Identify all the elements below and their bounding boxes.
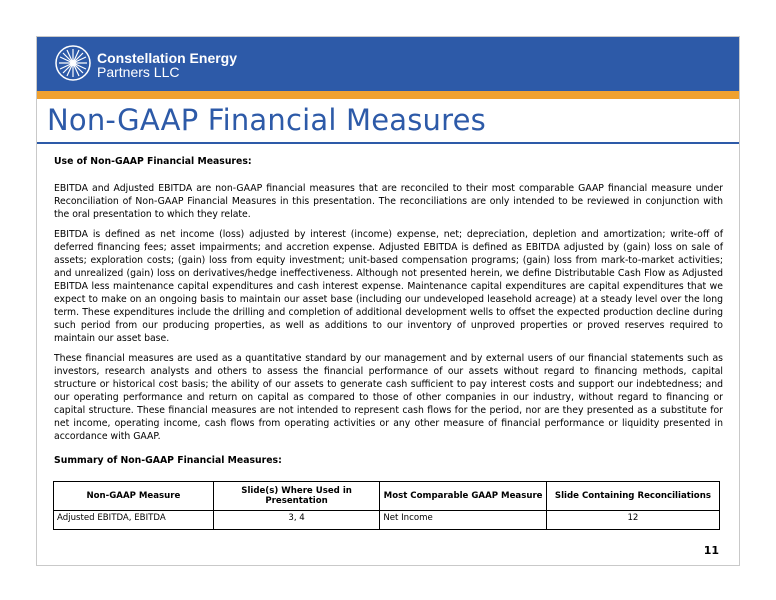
paragraph-intro: EBITDA and Adjusted EBITDA are non-GAAP financial measures that are reconciled to their most comparable GAAP financial measure under Reconciliation of Non-GAAP Financial Measures in this presentation. The reconciliations are only intended to be reviewed in conjunction with the oral presentation to which they relate. (54, 183, 723, 220)
company-logo (55, 45, 237, 85)
table-cell: 3, 4 (213, 511, 380, 530)
table-cell: Net Income (380, 511, 547, 530)
section-heading-use: Use of Non-GAAP Financial Measures: (54, 156, 252, 167)
table-row (54, 511, 720, 530)
table-cell: 12 (546, 511, 719, 530)
logo-name: Constellation Energy (97, 50, 238, 66)
logo-subname: Partners LLC (97, 64, 180, 80)
paragraph-usage: These financial measures are used as a quantitative standard by our management and by external users of our financial statements such as investors, research analysts and others to assess the financial performance of our assets without regard to financing methods, capital structure or historical cost basis; the ability of our assets to generate cash sufficient to pay interest costs and support our indebtedness; and our operating performance and return on capital as compared to those of other companies in our industry, without regard to financing or capital structure. These financial measures are not intended to represent cash flows for the period, nor are they presented as a substitute for net income, operating income, cash flows from operating activities or any other measure of financial performance or liquidity presented in accordance with GAAP. (54, 353, 723, 442)
section-heading-summary: Summary of Non-GAAP Financial Measures: (54, 455, 282, 466)
slide (36, 36, 740, 566)
table-header-row (54, 482, 720, 511)
column-header: Slide Containing Reconciliations (546, 482, 719, 511)
accent-bar (37, 91, 740, 99)
title-divider (37, 142, 740, 144)
page-title: Non-GAAP Financial Measures (47, 103, 486, 137)
column-header: Slide(s) Where Used in Presentation (213, 482, 380, 511)
table-cell: Adjusted EBITDA, EBITDA (54, 511, 214, 530)
sunburst-logo-icon (55, 45, 91, 85)
column-header: Non-GAAP Measure (54, 482, 214, 511)
body-content (54, 155, 723, 477)
column-header: Most Comparable GAAP Measure (380, 482, 547, 511)
page-number: 11 (703, 544, 719, 557)
paragraph-definitions: EBITDA is defined as net income (loss) adjusted by interest (income) expense, net; depreciation, depletion and amortization; write-off of deferred financing fees; asset impairments; and accretion expense. Adjusted EBITDA is defined as EBITDA adjusted by (gain) loss on sale of assets; exploration costs; (gain) loss from equity investment; unit-based compensation programs; (gain) loss from mark-to-market activities; and unrealized (gain) loss on derivatives/hedge ineffectiveness. Although not presented herein, we define Distributable Cash Flow as Adjusted EBITDA less maintenance capital expenditures and cash interest expense. Maintenance capital expenditures are capital expenditures that we expect to make on an ongoing basis to maintain our asset base (including our undeveloped leasehold acreage) at a steady level over the long term. These expenditures include the drilling and completion of additional development wells to offset the expected production decline during such period from our producing properties, as well as additions to our inventory of unproved properties or proved reserves required to maintain our asset base. (54, 229, 723, 344)
summary-table (53, 481, 720, 530)
